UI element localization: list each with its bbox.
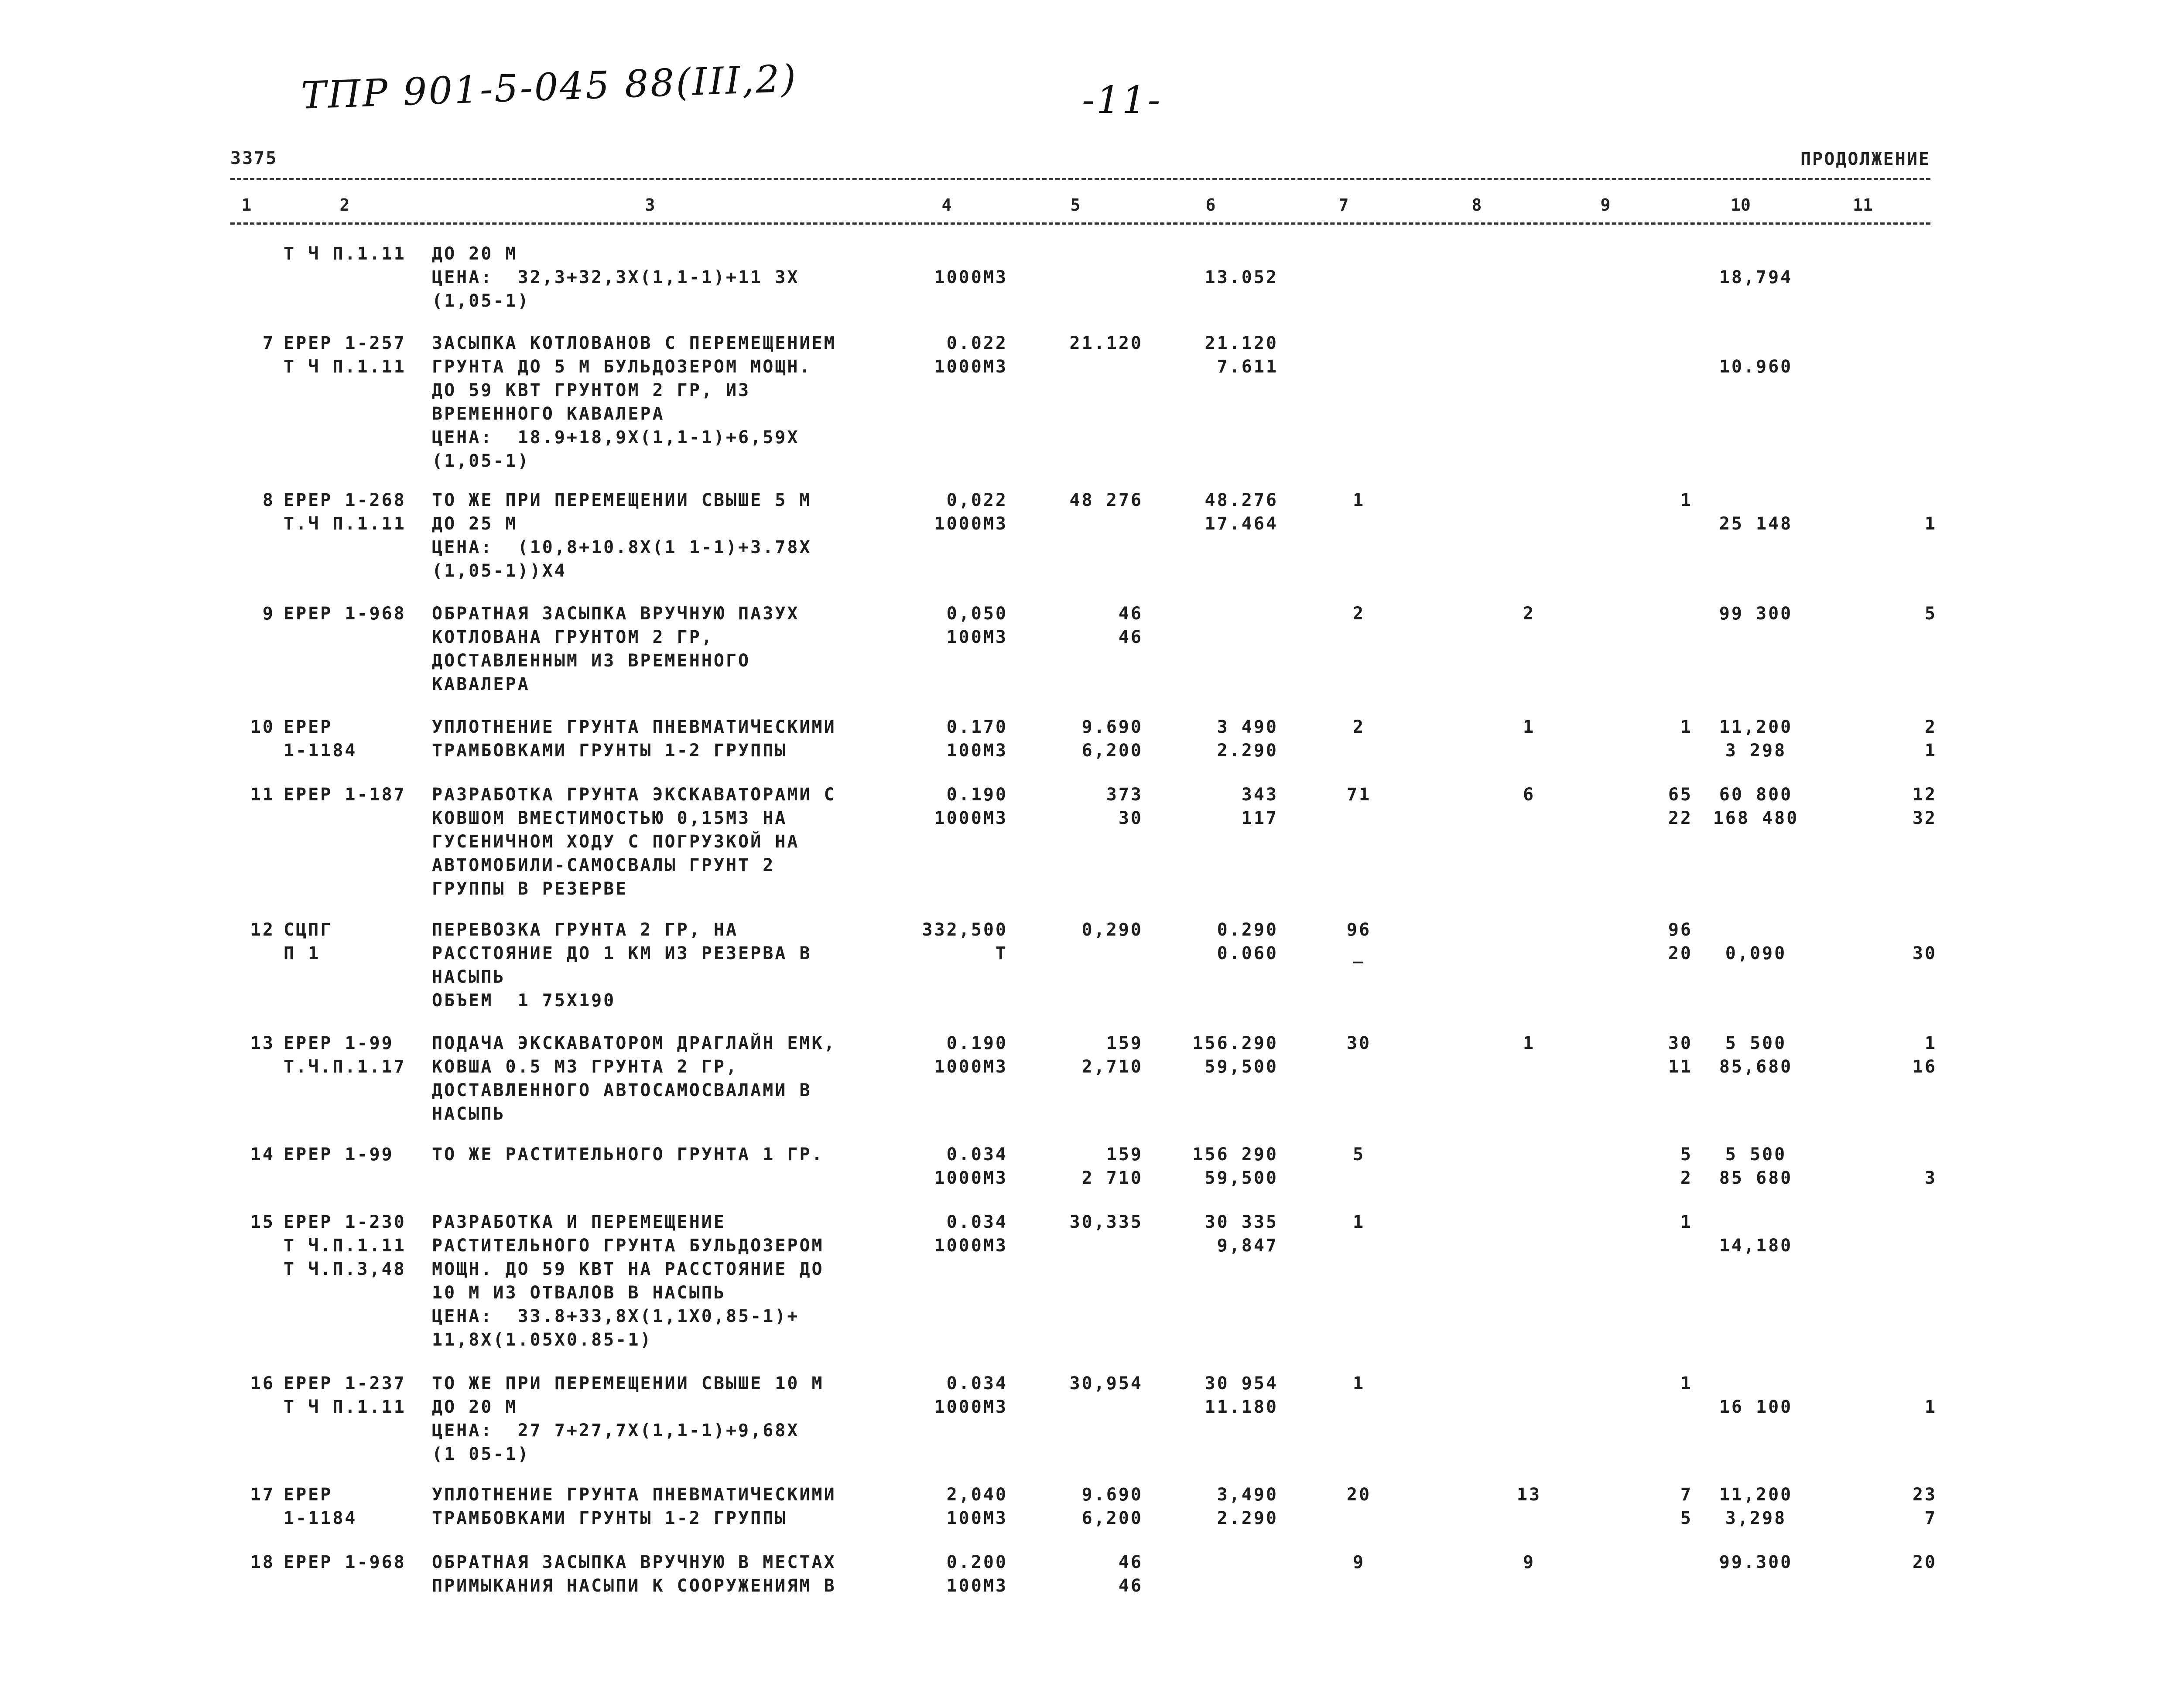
col6-value: 343 117 — [1241, 785, 1278, 828]
col11-value: 5 — [1924, 604, 1937, 624]
col-header-6: 6 — [1205, 195, 1216, 215]
norm-code: Т Ч П.1.11 — [284, 244, 406, 264]
col8-value: 13 — [1516, 1485, 1542, 1505]
col7-value: 1 — [1352, 490, 1365, 510]
col9-value: 7 5 — [1680, 1485, 1693, 1528]
row-number: 13 — [250, 1033, 275, 1053]
work-description: РАЗРАБОТКА ГРУНТА ЭКСКАВАТОРАМИ С КОВШОМ ВМЕСТИМОСТЬЮ 0,15М3 НА ГУСЕНИЧНОМ ХОДУ С ПОГРУЗКОЙ НА АВТОМОБИЛИ-САМОСВАЛЫ ГРУНТ 2 ГРУППЫ В РЕЗЕРВЕ — [432, 785, 836, 899]
row-number: 15 — [250, 1212, 275, 1232]
quantity-unit: 332,500 Т — [922, 920, 1008, 963]
row-number: 14 — [250, 1144, 275, 1165]
col9-value: 1 — [1680, 490, 1693, 510]
col11-value: 30 — [1912, 943, 1937, 963]
col9-value: 1 — [1680, 717, 1693, 737]
col10-value: 5 500 85,680 — [1719, 1033, 1793, 1077]
row-number: 9 — [262, 604, 275, 624]
row-number: 10 — [250, 717, 275, 737]
col9-value: 65 22 — [1668, 785, 1693, 828]
col5-value: 30,954 — [1069, 1373, 1143, 1394]
col7-value: 96 _ — [1346, 920, 1372, 963]
col7-value: 1 — [1352, 1373, 1365, 1394]
row-number: 17 — [250, 1485, 275, 1505]
col10-value: 11,200 3,298 — [1719, 1485, 1793, 1528]
col6-value: 156.290 59,500 — [1192, 1033, 1278, 1077]
row-number: 16 — [250, 1373, 275, 1394]
col5-value: 373 30 — [1106, 785, 1143, 828]
col10-value: 99.300 — [1719, 1552, 1793, 1572]
quantity-unit: 2,040 100М3 — [946, 1485, 1008, 1528]
col11-value: 20 — [1912, 1552, 1937, 1572]
norm-code: ЕРЕР 1-187 — [284, 785, 406, 805]
col5-value: 21.120 — [1069, 333, 1143, 353]
work-description: ЗАСЫПКА КОТЛОВАНОВ С ПЕРЕМЕЩЕНИЕМ ГРУНТА ДО 5 М БУЛЬДОЗЕРОМ МОЩН. ДО 59 КВТ ГРУНТОМ 2 ГР, ИЗ ВРЕМЕННОГО КАВАЛЕРА ЦЕНА: 18.9+18,9Х(1,1-1)+6,59Х (1,05-1) — [432, 333, 836, 471]
work-description: ТО ЖЕ РАСТИТЕЛЬНОГО ГРУНТА 1 ГР. — [432, 1144, 824, 1165]
col11-value: 1 16 — [1912, 1033, 1937, 1077]
col6-value: 0.290 0.060 — [1217, 920, 1278, 963]
col7-value: 20 — [1346, 1485, 1372, 1505]
col9-value: 96 20 — [1668, 920, 1693, 963]
row-number: 8 — [262, 490, 275, 510]
continuation-label: ПРОДОЛЖЕНИЕ — [1800, 149, 1930, 169]
col7-value: 2 — [1352, 717, 1365, 737]
col-header-2: 2 — [339, 195, 350, 215]
col7-value: 30 — [1346, 1033, 1372, 1053]
col6-value: 30 954 11.180 — [1205, 1373, 1278, 1417]
col5-value: 159 2,710 — [1081, 1033, 1143, 1077]
col-header-4: 4 — [941, 195, 952, 215]
quantity-unit: 0.034 1000М3 — [934, 1212, 1008, 1256]
col8-value: 2 — [1523, 604, 1536, 624]
col10-value: 99 300 — [1719, 604, 1793, 624]
col-header-10: 10 — [1731, 195, 1751, 215]
work-description: ОБРАТНАЯ ЗАСЫПКА ВРУЧНУЮ В МЕСТАХ ПРИМЫКАНИЯ НАСЫПИ К СООРУЖЕНИЯМ В — [432, 1552, 836, 1596]
work-description: ТО ЖЕ ПРИ ПЕРЕМЕЩЕНИИ СВЫШЕ 10 М ДО 20 М ЦЕНА: 27 7+27,7Х(1,1-1)+9,68Х (1 05-1) — [432, 1373, 824, 1464]
col10-value: 18,794 — [1719, 267, 1793, 287]
norm-code: СЦПГ П 1 — [284, 920, 333, 963]
col5-value: 46 46 — [1118, 604, 1143, 647]
col10-value: 14,180 — [1719, 1236, 1793, 1256]
col10-value: 16 100 — [1719, 1397, 1793, 1417]
col6-value: 3,490 2.290 — [1217, 1485, 1278, 1528]
col-header-5: 5 — [1070, 195, 1081, 215]
page-number: -11- — [1082, 79, 1162, 122]
col6-value: 21.120 7.611 — [1205, 333, 1278, 377]
col-header-7: 7 — [1338, 195, 1349, 215]
work-description: ПЕРЕВОЗКА ГРУНТА 2 ГР, НА РАССТОЯНИЕ ДО 1 КМ ИЗ РЕЗЕРВА В НАСЫПЬ ОБЪЕМ 1 75Х190 — [432, 920, 812, 1011]
col10-value: 25 148 — [1719, 514, 1793, 534]
norm-code: ЕРЕР 1-268 Т.Ч П.1.11 — [284, 490, 406, 534]
col-header-3: 3 — [645, 195, 655, 215]
col6-value: 48.276 17.464 — [1205, 490, 1278, 534]
row-number: 11 — [250, 785, 275, 805]
col11-value: 1 — [1924, 514, 1937, 534]
norm-code: ЕРЕР 1-1184 — [284, 717, 357, 761]
quantity-unit: 0.034 1000М3 — [934, 1373, 1008, 1417]
col5-value: 9.690 6,200 — [1081, 1485, 1143, 1528]
col8-value: 1 — [1523, 1033, 1536, 1053]
col-header-11: 11 — [1853, 195, 1873, 215]
col-header-8: 8 — [1471, 195, 1482, 215]
col6-value: 13.052 — [1205, 267, 1278, 287]
col7-value: 71 — [1346, 785, 1372, 805]
col7-value: 2 — [1352, 604, 1365, 624]
norm-code: ЕРЕР 1-257 Т Ч П.1.11 — [284, 333, 406, 377]
quantity-unit: 0.034 1000М3 — [934, 1144, 1008, 1188]
work-description: УПЛОТНЕНИЕ ГРУНТА ПНЕВМАТИЧЕСКИМИ ТРАМБОВКАМИ ГРУНТЫ 1-2 ГРУППЫ — [432, 717, 836, 761]
col9-value: 1 — [1680, 1373, 1693, 1394]
quantity-unit: 0.190 1000М3 — [934, 1033, 1008, 1077]
col5-value: 46 46 — [1118, 1552, 1143, 1596]
work-description: РАЗРАБОТКА И ПЕРЕМЕЩЕНИЕ РАСТИТЕЛЬНОГО ГРУНТА БУЛЬДОЗЕРОМ МОЩН. ДО 59 КВТ НА РАССТОЯНИЕ ДО 10 М ИЗ ОТВАЛОВ В НАСЫПЬ ЦЕНА: 33.8+33,8Х(1,1Х0,85-1)+ 11,8Х(1.05Х0.85-1) — [432, 1212, 824, 1350]
norm-code: ЕРЕР 1-99 Т.Ч.П.1.17 — [284, 1033, 406, 1077]
norm-code: ЕРЕР 1-968 — [284, 1552, 406, 1572]
quantity-unit: 0.200 100М3 — [946, 1552, 1008, 1596]
col5-value: 159 2 710 — [1081, 1144, 1143, 1188]
col10-value: 11,200 3 298 — [1719, 717, 1793, 761]
work-description: ДО 20 М ЦЕНА: 32,3+32,3Х(1,1-1)+11 3Х (1,05-1) — [432, 244, 800, 311]
norm-code: ЕРЕР 1-237 Т Ч П.1.11 — [284, 1373, 406, 1417]
col5-value: 0,290 — [1081, 920, 1143, 940]
quantity-unit: 0.190 1000М3 — [934, 785, 1008, 828]
norm-code: ЕРЕР 1-230 Т Ч.П.1.11 Т Ч.П.3,48 — [284, 1212, 406, 1279]
row-number: 12 — [250, 920, 275, 940]
col-header-9: 9 — [1600, 195, 1611, 215]
work-description: ПОДАЧА ЭКСКАВАТОРОМ ДРАГЛАЙН ЕМК, КОВША 0.5 М3 ГРУНТА 2 ГР, ДОСТАВЛЕННОГО АВТОСАМОСВАЛАМИ В НАСЫПЬ — [432, 1033, 836, 1124]
col10-value: 10.960 — [1719, 357, 1793, 377]
col8-value: 9 — [1523, 1552, 1536, 1572]
col5-value: 9.690 6,200 — [1081, 717, 1143, 761]
quantity-unit: 1000М3 — [934, 267, 1008, 287]
col-header-1: 1 — [241, 195, 252, 215]
col8-value: 6 — [1523, 785, 1536, 805]
quantity-unit: 0.170 100М3 — [946, 717, 1008, 761]
col11-value: 2 1 — [1924, 717, 1937, 761]
norm-code: ЕРЕР 1-968 — [284, 604, 406, 624]
col5-value: 30,335 — [1069, 1212, 1143, 1232]
norm-code: ЕРЕР 1-1184 — [284, 1485, 357, 1528]
col7-value: 5 — [1352, 1144, 1365, 1165]
quantity-unit: 0,022 1000М3 — [934, 490, 1008, 534]
sheet-code: 3375 — [230, 148, 278, 168]
quantity-unit: 0,050 100М3 — [946, 604, 1008, 647]
col11-value: 23 7 — [1912, 1485, 1937, 1528]
col10-value: 60 800 168 480 — [1713, 785, 1799, 828]
work-description: УПЛОТНЕНИЕ ГРУНТА ПНЕВМАТИЧЕСКИМИ ТРАМБОВКАМИ ГРУНТЫ 1-2 ГРУППЫ — [432, 1485, 836, 1528]
col11-value: 12 32 — [1912, 785, 1937, 828]
quantity-unit: 0.022 1000М3 — [934, 333, 1008, 377]
col10-value: 0,090 — [1725, 943, 1787, 963]
col5-value: 48 276 — [1069, 490, 1143, 510]
col7-value: 1 — [1352, 1212, 1365, 1232]
col6-value: 3 490 2.290 — [1217, 717, 1278, 761]
work-description: ОБРАТНАЯ ЗАСЫПКА ВРУЧНУЮ ПАЗУХ КОТЛОВАНА ГРУНТОМ 2 ГР, ДОСТАВЛЕННЫМ ИЗ ВРЕМЕННОГО КАВАЛЕРА — [432, 604, 800, 694]
col6-value: 30 335 9,847 — [1205, 1212, 1278, 1256]
header-top-rule — [230, 178, 1930, 180]
document-code: ТПР 901-5-045 88(III,2) — [300, 57, 798, 118]
col11-value: 1 — [1924, 1397, 1937, 1417]
col11-value: 3 — [1924, 1168, 1937, 1188]
row-number: 7 — [262, 333, 275, 353]
norm-code: ЕРЕР 1-99 — [284, 1144, 394, 1165]
col6-value: 156 290 59,500 — [1192, 1144, 1278, 1188]
col9-value: 5 2 — [1680, 1144, 1693, 1188]
col9-value: 1 — [1680, 1212, 1693, 1232]
col8-value: 1 — [1523, 717, 1536, 737]
col7-value: 9 — [1352, 1552, 1365, 1572]
header-bottom-rule — [230, 222, 1930, 225]
col9-value: 30 11 — [1668, 1033, 1693, 1077]
work-description: ТО ЖЕ ПРИ ПЕРЕМЕЩЕНИИ СВЫШЕ 5 М ДО 25 М ЦЕНА: (10,8+10.8Х(1 1-1)+3.78Х (1,05-1))Х4 — [432, 490, 812, 581]
col10-value: 5 500 85 680 — [1719, 1144, 1793, 1188]
row-number: 18 — [250, 1552, 275, 1572]
